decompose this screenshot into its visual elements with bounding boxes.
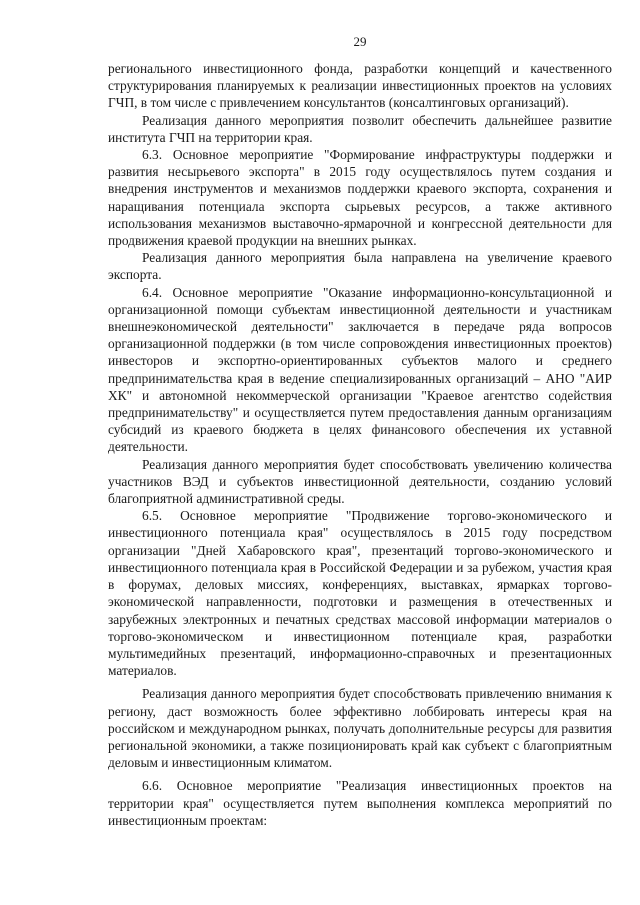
paragraph: регионального инвестиционного фонда, разработки концепций и качественного структурирования планируемых к реализации инвестиционных проектов на условиях ГЧП, в том числе с привлечением консультантов (консалтинговых организаций). <box>108 61 612 111</box>
paragraph: 6.5. Основное мероприятие "Продвижение торгово-экономического и инвестиционного потенциала края" осуществлялось в 2015 году посредством организации "Дней Хабаровского края", презентаций торгово-экономического и инвестиционного потенциала края в Российской Федерации и за рубежом, участия края в форумах, деловых миссиях, конференциях, выставках, ярмарках торгово-экономической направленности, подготовки и размещения в отечественных и зарубежных электронных и печатных средствах массовой информации материалов о торгово-экономическом и инвестиционном потенциале края, разработки мультимедийных презентаций, информационно-справочных и презентационных материалов. <box>108 508 612 679</box>
paragraph: 6.6. Основное мероприятие "Реализация инвестиционных проектов на территории края" осуществляется путем выполнения комплекса мероприятий по инвестиционным проектам: <box>108 778 612 828</box>
paragraph: Реализация данного мероприятия будет способствовать увеличению количества участников ВЭД и субъектов инвестиционной деятельности, созданию условий благоприятной административной среды. <box>108 456 612 507</box>
page-number: 29 <box>353 34 367 49</box>
paragraph: Реализация данного мероприятия позволит обеспечить дальнейшее развитие института ГЧП на территории края. <box>108 112 612 145</box>
paragraph: Реализация данного мероприятия была направлена на увеличение краевого экспорта. <box>108 250 612 283</box>
paragraph: Реализация данного мероприятия будет способствовать привлечению внимания к региону, даст возможность более эффективно лоббировать интересы края на российском и международном рынках, получать дополнительные ресурсы для развития региональной экономики, а также позиционировать край как субъект с благоприятным деловым и инвестиционным климатом. <box>108 686 612 771</box>
document-body <box>108 60 612 829</box>
document-page <box>108 34 612 829</box>
paragraph: 6.3. Основное мероприятие "Формирование инфраструктуры поддержки и развития несырьевого экспорта" в 2015 году осуществлялось путем создания и внедрения инструментов и механизмов поддержки краевого экспорта, сохранения и наращивания потенциала экспорта сырьевых ресурсов, а также активного использования механизмов выставочно-ярмарочной и конгрессной деятельности для продвижения краевой продукции на внешних рынках. <box>108 147 612 249</box>
paragraph: 6.4. Основное мероприятие "Оказание информационно-консультационной и организационной помощи субъектам инвестиционной деятельности и участникам внешнеэкономической деятельности" заключается в передаче ряда вопросов организационной поддержки (в том числе сопровождения инвестиционных проектов) инвесторов и экспортно-ориентированных субъектов малого и среднего предпринимательства края в ведение специализированных организаций – АНО "АИР ХК" и автономной некоммерческой организации "Краевое агентство содействия предпринимательству" и осуществляется путем предоставления данным организациям субсидий из краевого бюджета в целях финансового обеспечения их уставной деятельности. <box>108 284 612 455</box>
